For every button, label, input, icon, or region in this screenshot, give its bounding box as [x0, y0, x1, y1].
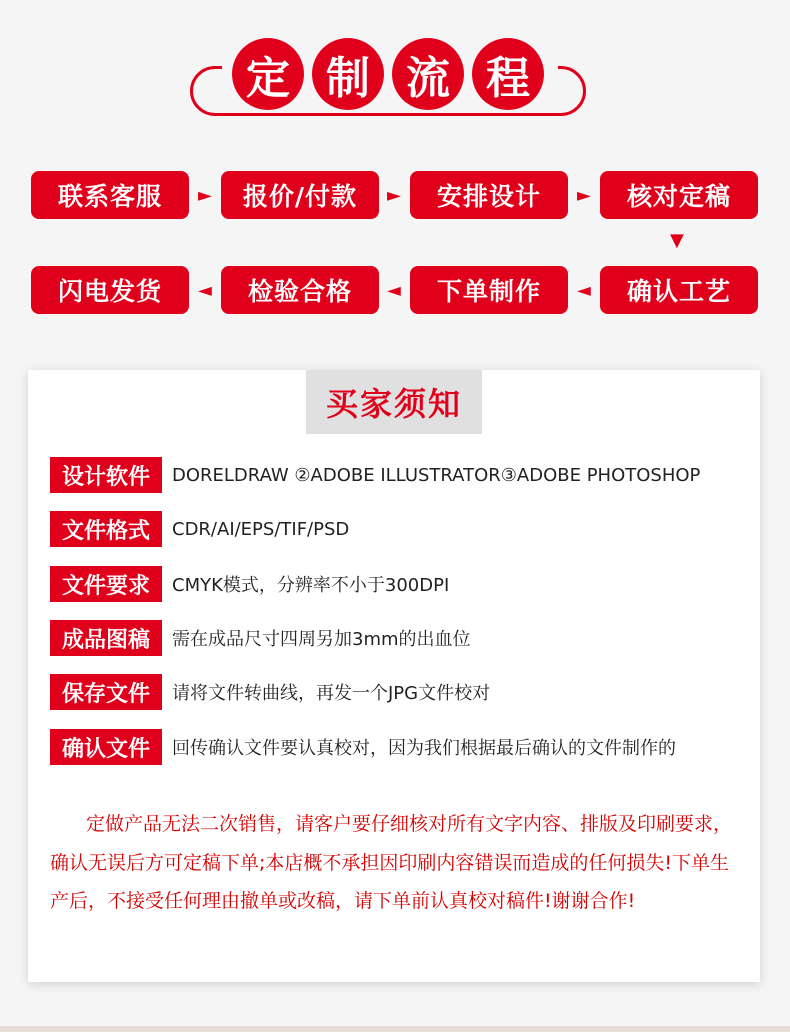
step-confirm-draft: 核对定稿: [600, 171, 758, 219]
notice-row: [50, 566, 449, 602]
notice-title: 买家须知: [306, 370, 482, 434]
title-char: 定: [232, 38, 304, 110]
arrow-down-icon: ▼: [670, 230, 684, 251]
step-place-order: 下单制作: [410, 266, 568, 314]
step-quality-check: 检验合格: [221, 266, 379, 314]
process-title: [0, 0, 790, 130]
arrow-left-icon: ◄: [198, 280, 212, 301]
step-fast-shipping: 闪电发货: [31, 266, 189, 314]
notice-row: [50, 620, 471, 656]
arrow-left-icon: ◄: [577, 280, 591, 301]
step-arrange-design: 安排设计: [410, 171, 568, 219]
arrow-right-icon: ►: [577, 185, 591, 206]
row-value: 回传确认文件要认真校对，因为我们根据最后确认的文件制作的: [172, 738, 676, 759]
buyer-notice-card: [28, 370, 760, 982]
disclaimer-text: 定做产品无法二次销售，请客户要仔细核对所有文字内容、排版及印刷要求，确认无误后方可定稿下单;本店概不承担因印刷内容错误而造成的任何损失!下单生产后，不接受任何理由撤单或改稿，请下单前认真校对稿件!谢谢合作!: [50, 813, 733, 912]
notice-row: [50, 511, 349, 547]
row-value: CMYK模式，分辨率不小于300DPI: [172, 575, 450, 596]
row-label: 确认文件: [50, 729, 162, 765]
step-quote-payment: 报价/付款: [221, 171, 379, 219]
row-label: 文件要求: [50, 566, 162, 602]
step-confirm-craft: 确认工艺: [600, 266, 758, 314]
row-label: 文件格式: [50, 511, 162, 547]
row-label: 设计软件: [50, 457, 162, 493]
arrow-left-icon: ◄: [387, 280, 401, 301]
title-char: 制: [312, 38, 384, 110]
arrow-right-icon: ►: [387, 185, 401, 206]
step-contact-service: 联系客服: [31, 171, 189, 219]
title-char: 程: [472, 38, 544, 110]
row-label: 保存文件: [50, 674, 162, 710]
row-value: DORELDRAW ②ADOBE ILLUSTRATOR③ADOBE PHOTOSHOP: [172, 464, 701, 486]
notice-row: [50, 674, 490, 710]
row-label: 成品图稿: [50, 620, 162, 656]
bottom-divider: [0, 1026, 790, 1032]
notice-row: [50, 729, 676, 765]
row-value: 请将文件转曲线，再发一个JPG文件校对: [172, 683, 491, 704]
row-value: CDR/AI/EPS/TIF/PSD: [172, 518, 350, 540]
row-value: 需在成品尺寸四周另加3mm的出血位: [172, 629, 471, 650]
arrow-right-icon: ►: [198, 185, 212, 206]
notice-row: [50, 457, 700, 493]
title-char: 流: [392, 38, 464, 110]
